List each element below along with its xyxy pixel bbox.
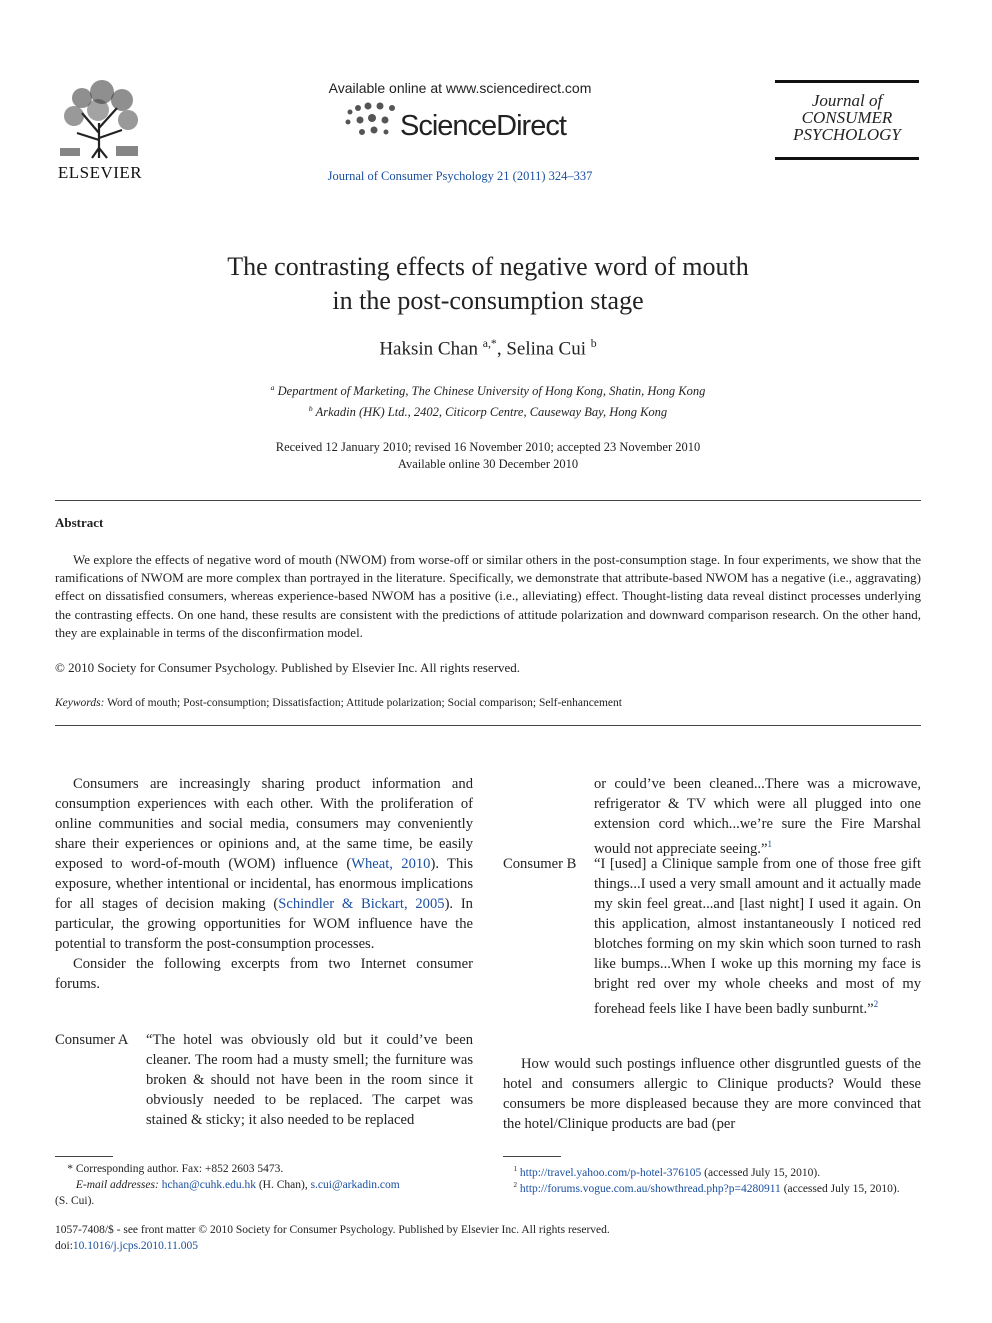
journal-logo	[775, 80, 919, 160]
affiliations	[100, 379, 876, 421]
doi-link[interactable]: 10.1016/j.jcps.2010.11.005	[72, 1240, 199, 1252]
paragraph-text: Consumers are increasingly sharing product information and consumption experiences with each other. With the proliferation of online communities and social media, consumers may conveniently share their experiences or opinions and, at the same time, be easily exposed to word-of-mouth (WOM) influence (	[55, 776, 473, 872]
email-link-cui[interactable]: s.cui@arkadin.com	[310, 1179, 400, 1191]
journal-logo-line: CONSUMER	[801, 108, 893, 127]
keywords	[55, 697, 921, 709]
paragraph-text: ). This exposure, whether intentional or incidental, has enormous implications for all stages of decision making (	[55, 856, 473, 912]
author-separator: ,	[496, 338, 507, 360]
footnote-ref-1[interactable]: 1	[767, 839, 772, 849]
footnote-divider	[503, 1156, 561, 1157]
body-left-column	[55, 774, 473, 994]
consumer-a-label: Consumer A	[55, 1032, 129, 1048]
body-paragraph: How would such postings influence other disgruntled guests of the hotel and consumers allergic to Clinique products? Would these consumers be more displeased because they are more convinced that the hotel/Clinique products are bad (per	[503, 1056, 921, 1132]
front-matter-line: 1057-7408/$ - see front matter © 2010 Society for Consumer Psychology. Published by Elsevier Inc. All rights reserved.	[55, 1224, 610, 1236]
affiliation-text: Department of Marketing, The Chinese University of Hong Kong, Shatin, Hong Kong	[277, 384, 706, 399]
title-line: in the post-consumption stage	[332, 286, 644, 315]
available-online-text: Available online at www.sciencedirect.com	[328, 80, 592, 96]
consumer-a-quote-continued	[594, 774, 921, 859]
divider	[55, 725, 921, 726]
footnote-url-link[interactable]: http://travel.yahoo.com/p-hotel-376105	[519, 1166, 702, 1179]
sciencedirect-wordmark: ScienceDirect	[400, 110, 566, 142]
publisher-name: ELSEVIER	[57, 163, 143, 182]
footnote-marker: *	[67, 1163, 73, 1175]
quote-text: “I [used] a Clinique sample from one of those free gift things...I used a very small amount and it actually made my skin feel great...and [last night] I used it again. On this application, almost instantaneously I noticed red blotches forming on my skin which soon turned to rash like bumps...When I woke up this morning my face is bright red over my whole cheeks and most of my forehead feels like I have been badly sunburnt.”	[594, 856, 921, 1017]
body-paragraph	[55, 774, 473, 954]
consumer-a-quote: “The hotel was obviously old but it could’ve been cleaner. The room had a musty smell; the furniture was broken & should not have been in the room since it obviously needed to be replaced. The carpet was stained & sticky; it also needed to be replaced	[146, 1032, 473, 1128]
footnote-number: 1	[513, 1165, 517, 1173]
footnote-emails	[55, 1177, 473, 1209]
email-owner: (S. Cui).	[55, 1195, 95, 1207]
footnote-ref-2[interactable]: 2	[873, 999, 879, 1009]
footnote-text: (accessed July 15, 2010).	[701, 1166, 821, 1179]
article-history	[100, 439, 876, 473]
affiliation-line	[100, 379, 876, 400]
journal-logo-line: PSYCHOLOGY	[793, 125, 901, 144]
citation-link-schindler[interactable]: Schindler & Bickart, 2005	[278, 896, 445, 912]
online-date: Available online 30 December 2010	[397, 457, 579, 471]
title-line: The contrasting effects of negative word of mouth	[227, 252, 749, 281]
journal-citation-link[interactable]: Journal of Consumer Psychology 21 (2011) 324–337	[327, 169, 593, 183]
consumer-b-label: Consumer B	[503, 856, 577, 872]
body-paragraph: Consider the following excerpts from two Internet consumer forums.	[55, 956, 473, 992]
journal-logo-line: Journal of	[811, 91, 883, 110]
affiliation-text: Arkadin (HK) Ltd., 2402, Citicorp Centre, Causeway Bay, Hong Kong	[315, 405, 668, 420]
author-affiliation-marker[interactable]: b	[590, 337, 597, 350]
author-name[interactable]: Selina Cui	[506, 338, 587, 360]
affiliation-marker: a	[270, 383, 275, 392]
footnote-number: 2	[513, 1181, 517, 1189]
abstract-text: We explore the effects of negative word of mouth (NWOM) from worse-off or similar others in the post-consumption stage. In four experiments, we show that the ramifications of NWOM are more complex than portrayed in the literature. Specifically, we demonstrate that attribute-based NWOM has a negative (i.e., aggravating) effect on dissatisfied consumers, whereas experience-based NWOM has a positive (i.e., alleviating) effect. Thought-listing data reveal distinct processes underlying the contrasting effects. On one hand, these results are consistent with the predictions of attitude polarization and downward comparison research. On the other hand, they are explainable in terms of the disconfirmation model.	[55, 552, 921, 640]
footnote-2	[503, 1177, 921, 1197]
doi-line	[55, 1240, 198, 1252]
email-link-chan[interactable]: hchan@cuhk.edu.hk	[161, 1179, 256, 1191]
doi-label: doi:	[55, 1240, 73, 1252]
email-owner: (H. Chan),	[255, 1179, 311, 1191]
affiliation-marker: b	[308, 404, 313, 414]
author-list	[100, 337, 876, 360]
keywords-label: Keywords:	[55, 697, 105, 709]
citation-link-wheat[interactable]: Wheat, 2010	[351, 856, 431, 872]
abstract-copyright: © 2010 Society for Consumer Psychology. Published by Elsevier Inc. All rights reserved.	[55, 660, 521, 675]
footnote-divider	[55, 1156, 113, 1157]
footnote-url-link[interactable]: http://forums.vogue.com.au/showthread.php?p=4280911	[519, 1182, 781, 1195]
footnote-text: Corresponding author. Fax: +852 2603 5473.	[75, 1163, 284, 1175]
footnote-text: (accessed July 15, 2010).	[780, 1182, 900, 1195]
keywords-list: Word of mouth; Post-consumption; Dissatisfaction; Attitude polarization; Social comparison; Self-enhancement	[107, 697, 622, 709]
affiliation-line	[100, 400, 876, 421]
author-name[interactable]: Haksin Chan	[379, 338, 479, 360]
paragraph-text: ). In particular, the growing opportunities for WOM influence have the potential to transform the post-consumption processes.	[55, 896, 473, 952]
footnote-corresponding-author	[55, 1161, 473, 1177]
quote-text: or could’ve been cleaned...There was a microwave, refrigerator & TV which were all plugged into one extension cord which...we’re sure the Fire Marshal would not appreciate seeing.”	[594, 776, 921, 857]
abstract-heading: Abstract	[55, 515, 104, 530]
email-label: E-mail addresses:	[75, 1179, 159, 1191]
author-affiliation-marker[interactable]: a,*	[482, 337, 497, 350]
divider	[55, 500, 921, 501]
consumer-b-quote	[594, 854, 921, 1019]
article-title	[100, 250, 876, 318]
received-dates: Received 12 January 2010; revised 16 November 2010; accepted 23 November 2010	[275, 440, 701, 454]
